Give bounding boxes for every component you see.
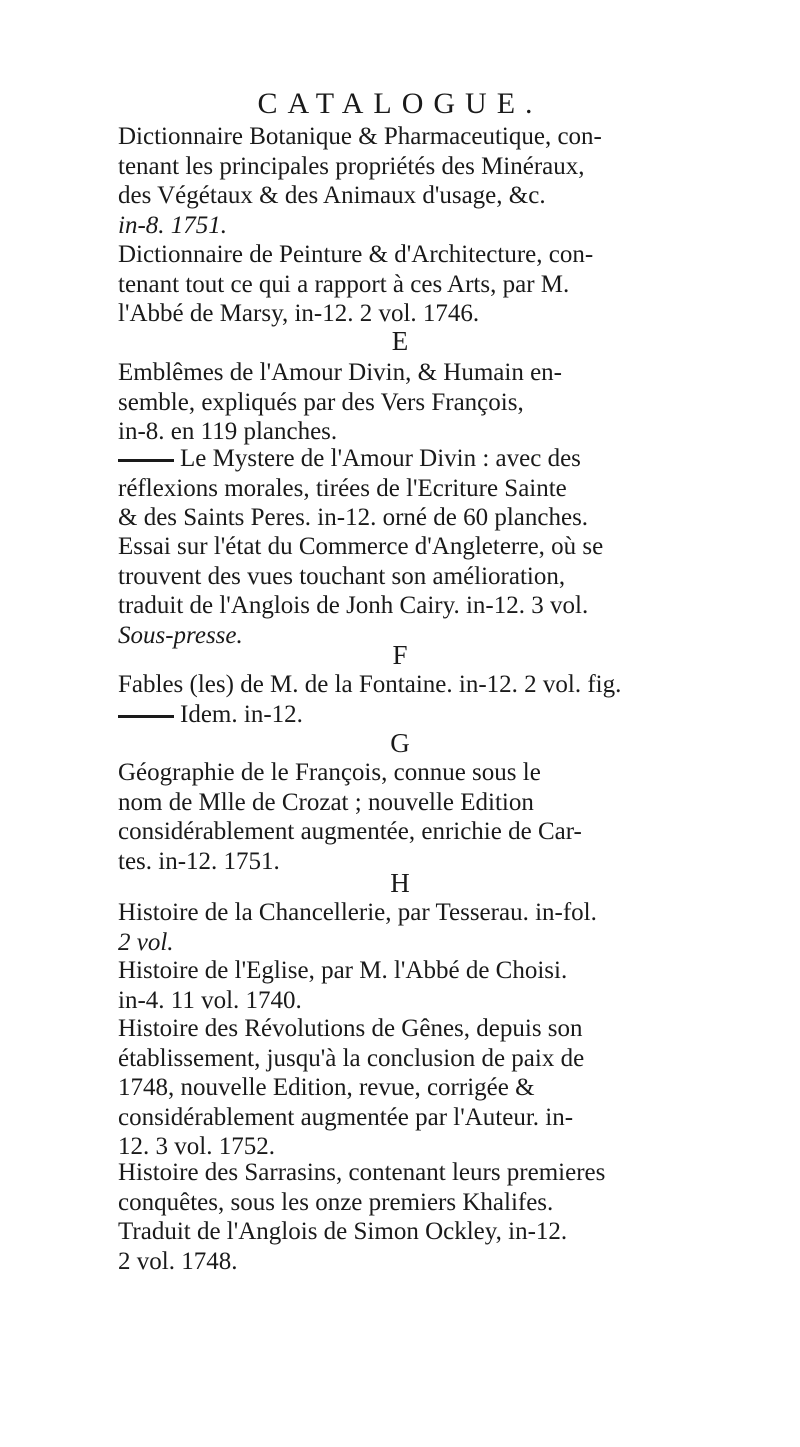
page-title: CATALOGUE. <box>257 87 543 120</box>
catalogue-entry-fables <box>118 670 728 700</box>
entry-line: Emblêmes de l'Amour Divin, & Humain en- <box>118 359 563 386</box>
entry-line: Géographie de le François, connue sous le <box>118 759 541 786</box>
entry-line: semble, expliqués par des Vers François, <box>118 388 524 416</box>
entry-line: l'Abbé de Marsy, in-12. 2 vol. 1746. <box>118 300 480 327</box>
catalogue-entry-dictionnaire-peinture <box>118 240 728 329</box>
ditto-dash <box>118 715 174 718</box>
entry-line: & des Saints Peres. in-12. orné de 60 planches. <box>118 504 589 531</box>
entry-line: Histoire des Sarrasins, contenant leurs premieres <box>118 1159 606 1186</box>
entry-line: considérablement augmentée, enrichie de Car- <box>118 818 582 845</box>
entry-line <box>148 444 728 474</box>
entry-line: 2 vol. 1748. <box>118 1247 238 1275</box>
entry-line: Histoire des Révolutions de Gênes, depuis son <box>118 1015 583 1042</box>
entry-line: trouvent des vues touchant son amélioration, <box>118 562 566 590</box>
entry-line: Traduit de l'Anglois de Simon Ockley, in-12. <box>118 1218 568 1245</box>
section-letter-g: G <box>390 728 410 758</box>
catalogue-entry-genes <box>118 1014 728 1162</box>
entry-line: in-8. en 119 planches. <box>118 418 338 445</box>
entry-line: établissement, jusqu'à la conclusion de paix de <box>118 1044 585 1072</box>
entry-line: Histoire de la Chancellerie, par Tesserau. in-fol. <box>118 899 597 926</box>
entry-line: in-8. 1751. <box>118 211 228 239</box>
section-letter-h: H <box>390 868 410 898</box>
catalogue-entry-mystere <box>118 444 728 533</box>
entry-line <box>148 700 728 730</box>
entry-line: Essai sur l'état du Commerce d'Angleterre, où se <box>118 533 604 560</box>
entry-line: 12. 3 vol. 1752. <box>118 1133 275 1160</box>
entry-line: Dictionnaire Botanique & Pharmaceutique, con- <box>118 123 602 150</box>
entry-line: des Végétaux & des Animaux d'usage, &c. <box>118 182 546 209</box>
entry-line: tenant les principales propriétés des Minéraux, <box>118 152 585 180</box>
entry-line: tes. in-12. 1751. <box>118 847 280 875</box>
catalogue-entry-dictionnaire-botanique <box>118 122 728 240</box>
catalogue-entry-essai <box>118 532 728 650</box>
catalogue-entry-emblemes <box>118 358 728 447</box>
entry-line-text: Idem. in-12. <box>180 701 303 728</box>
entry-line: Fables (les) de M. de la Fontaine. in-12. 2 vol. fig. <box>118 671 622 698</box>
entry-line: Sous-presse. <box>118 621 243 649</box>
section-letter-f: F <box>392 640 408 670</box>
entry-line: Dictionnaire de Peinture & d'Architecture, con- <box>118 241 594 268</box>
catalogue-entry-geographie <box>118 758 728 876</box>
entry-line: réflexions morales, tirées de l'Ecriture Sainte <box>118 474 567 502</box>
catalogue-entry-sarrasins <box>118 1158 728 1276</box>
entry-line: traduit de l'Anglois de Jonh Cairy. in-12. 3 vol. <box>118 592 589 619</box>
ditto-dash <box>118 459 174 462</box>
entry-line: in-4. 11 vol. 1740. <box>118 986 302 1014</box>
section-letter-e: E <box>391 326 409 356</box>
entry-line: tenant tout ce qui a rapport à ces Arts, par M. <box>118 270 570 298</box>
entry-line: nom de Mlle de Crozat ; nouvelle Edition <box>118 788 534 816</box>
entry-line: 1748, nouvelle Edition, revue, corrigée & <box>118 1074 535 1101</box>
entry-line: considérablement augmentée par l'Auteur. in- <box>118 1103 574 1131</box>
catalogue-entry-chancellerie <box>118 898 728 957</box>
entry-line: 2 vol. <box>118 928 174 956</box>
catalogue-entry-idem <box>118 700 728 730</box>
catalogue-entry-eglise <box>118 956 728 1015</box>
entry-line: conquêtes, sous les onze premiers Khalifes. <box>118 1188 554 1216</box>
entry-line: Histoire de l'Eglise, par M. l'Abbé de Choisi. <box>118 957 568 984</box>
entry-line-text: Le Mystere de l'Amour Divin : avec des <box>180 445 581 472</box>
